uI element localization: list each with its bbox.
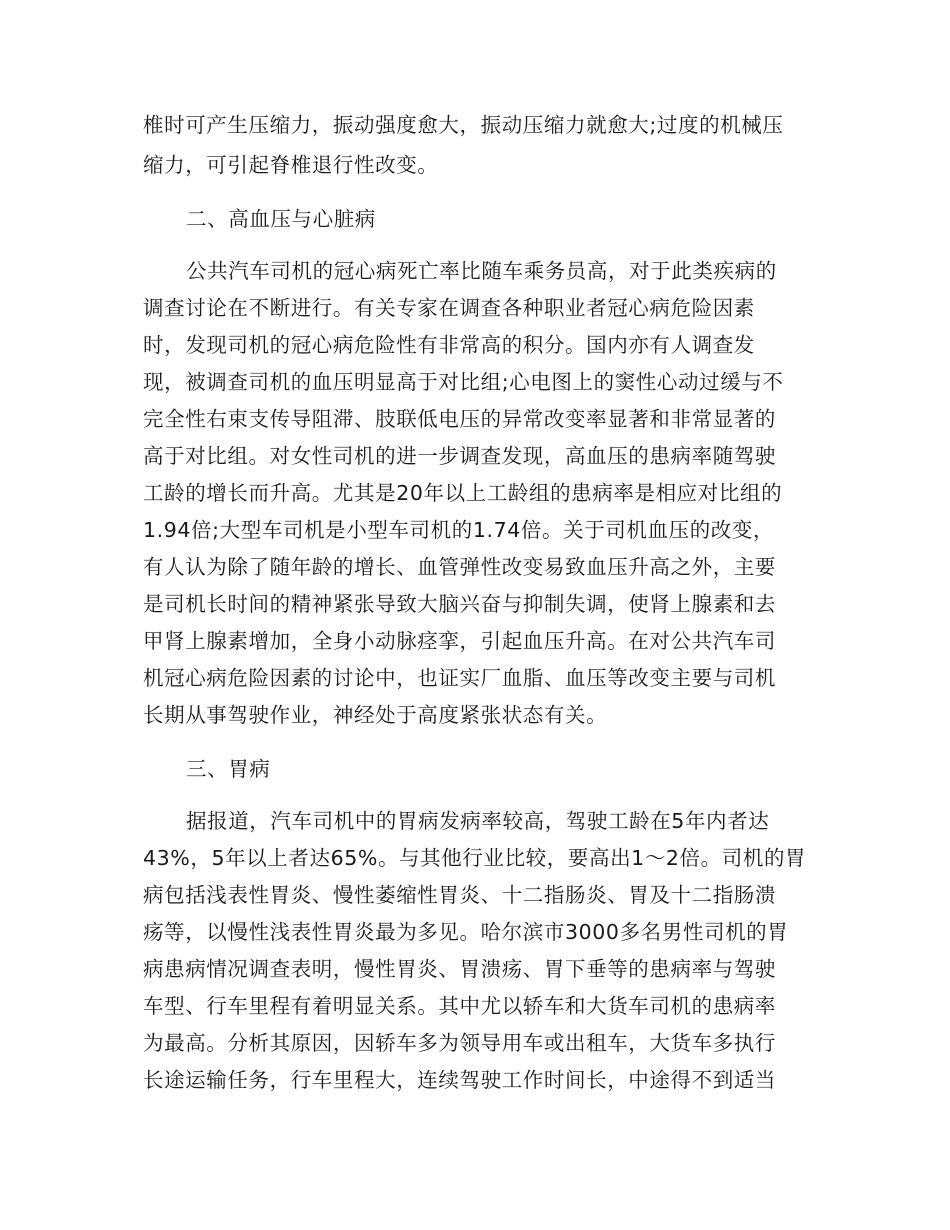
section-heading: 二、高血压与心脏病 [186,207,376,231]
text-line: 工龄的增长而升高。尤其是20年以上工龄组的患病率是相应对比组的 [143,481,783,505]
text-line: 长途运输任务，行车里程大，连续驾驶工作时间长，中途得不到适当 [143,1068,776,1092]
text-line: 调查讨论在不断进行。有关专家在调查各种职业者冠心病危险因素 [143,296,755,320]
text-line: 1.94倍;大型车司机是小型车司机的1.74倍。关于司机血压的改变， [143,518,775,542]
text-line: 完全性右束支传导阻滞、肢联低电压的异常改变率显著和非常显著的 [143,407,776,431]
text-line: 机冠心病危险因素的讨论中，也证实厂血脂、血压等改变主要与司机 [143,666,776,690]
text-line: 病包括浅表性胃炎、慢性萎缩性胃炎、十二指肠炎、胃及十二指肠溃 [143,883,776,907]
text-line: 有人认为除了随年龄的增长、血管弹性改变易致血压升高之外，主要 [143,555,776,579]
text-line: 高于对比组。对女性司机的进一步调查发现，高血压的患病率随驾驶 [143,444,776,468]
text-line: 43%，5年以上者达65%。与其他行业比较，要高出1～2倍。司机的胃 [143,846,807,870]
text-line: 时，发现司机的冠心病危险性有非常高的积分。国内亦有人调查发 [143,333,755,357]
text-line: 长期从事驾驶作业，神经处于高度紧张状态有关。 [143,703,608,727]
text-line: 疡等，以慢性浅表性胃炎最为多见。哈尔滨市3000多名男性司机的胃 [143,920,789,944]
text-line: 据报道，汽车司机中的胃病发病率较高，驾驶工龄在5年内者达 [186,809,770,833]
text-line: 病患病情况调查表明，慢性胃炎、胃溃疡、胃下垂等的患病率与驾驶 [143,957,776,981]
text-line: 缩力，可引起脊椎退行性改变。 [143,153,439,177]
text-line: 公共汽车司机的冠心病死亡率比随车乘务员高，对于此类疾病的 [186,259,777,283]
text-line: 是司机长时间的精神紧张导致大脑兴奋与抑制失调，使肾上腺素和去 [143,592,776,616]
text-line: 车型、行车里程有着明显关系。其中尤以轿车和大货车司机的患病率 [143,994,776,1018]
text-line: 现，被调查司机的血压明显高于对比组;心电图上的窦性心动过缓与不 [143,370,784,394]
text-line: 为最高。分析其原因，因轿车多为领导用车或出租车，大货车多执行 [143,1031,776,1055]
text-line: 甲肾上腺素增加，全身小动脉痉挛，引起血压升高。在对公共汽车司 [143,629,776,653]
text-line: 椎时可产生压缩力，振动强度愈大，振动压缩力就愈大;过度的机械压 [143,113,784,137]
section-heading: 三、胃病 [186,757,271,781]
